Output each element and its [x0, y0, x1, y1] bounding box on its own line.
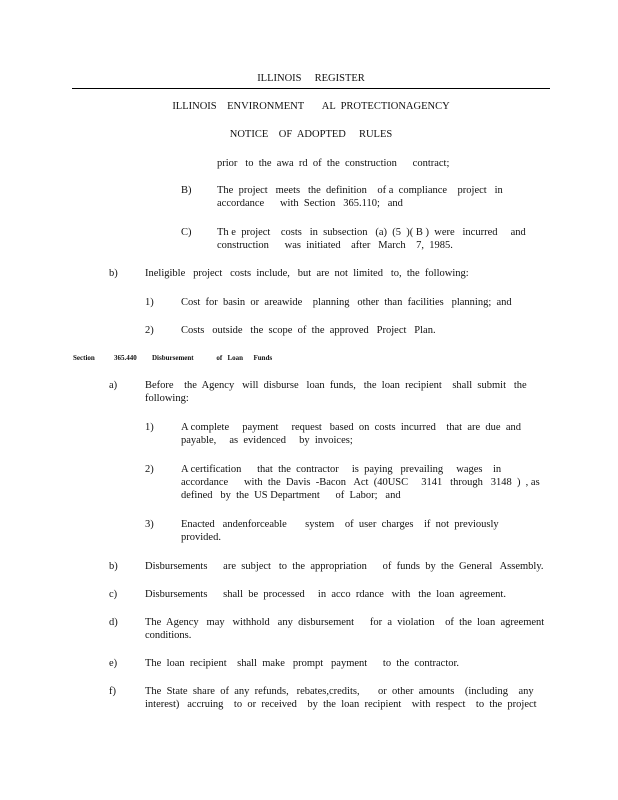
agency-name: ILLINOIS ENVIRONMENT AL PROTECTIONAGENCY	[172, 101, 450, 112]
subsection-d-marker: d)	[109, 617, 118, 628]
item-b1-text: Cost for basin or areawide planning other than facilities planning; and	[181, 297, 512, 308]
section-label: Section	[73, 354, 95, 362]
subsection-d-text: The Agency may withhold any disbursement for a violation of the loan agreement conditions.	[145, 617, 545, 641]
item-a3-marker: 3)	[145, 519, 154, 530]
subsection-f-marker: f)	[109, 686, 116, 697]
continuation-line: prior to the awa rd of the construction contract;	[217, 158, 450, 169]
section-number: 365.440	[114, 354, 137, 362]
item-c-upper-marker: C)	[181, 227, 192, 238]
subsection-a-marker: a)	[109, 380, 118, 391]
section-title: Disbursement of Loan Funds	[152, 354, 273, 362]
subsection-b-marker: b)	[109, 268, 118, 279]
header-rule	[72, 88, 550, 89]
subsection-c-marker: c)	[109, 589, 118, 600]
subsection-e-marker: e)	[109, 658, 118, 669]
item-a3-text: Enacted andenforceable system of user charges if not previously provided.	[181, 519, 499, 543]
item-b1-marker: 1)	[145, 297, 154, 308]
subsection-c-text: Disbursements shall be processed in acco rdance with the loan agreement.	[145, 589, 506, 600]
item-b2-text: Costs outside the scope of the approved Project Plan.	[181, 325, 436, 336]
subsection-b-lower-text: Disbursements are subject to the appropriation of funds by the General Assembly.	[145, 561, 544, 572]
subsection-e-text: The loan recipient shall make prompt payment to the contractor.	[145, 658, 460, 669]
notice-title: NOTICE OF ADOPTED RULES	[229, 129, 393, 140]
item-c-upper-text: Th e project costs in subsection (a) (5 )( B ) were incurred and construction was initiated after March 7, 1985.	[217, 227, 526, 251]
subsection-a-text: Before the Agency will disburse loan funds, the loan recipient shall submit the following:	[145, 380, 527, 404]
subsection-f-text: The State share of any refunds, rebates,credits, or other amounts (including any interest) accruing to or received by the loan recipient with respect to the project	[145, 686, 537, 710]
item-a2-marker: 2)	[145, 464, 154, 475]
item-a1-text: A complete payment request based on costs incurred that are due and payable, as evidenced by invoices;	[181, 422, 521, 446]
subsection-b-lower-marker: b)	[109, 561, 118, 572]
item-a1-marker: 1)	[145, 422, 154, 433]
item-b-upper-text: The project meets the definition of a compliance project in accordance with Section 365.110; and	[217, 185, 503, 209]
item-a2-text: A certification that the contractor is paying prevailing wages in accordance with the Davis -Bacon Act (40USC 3141 through 3148 ) , as defined by the US Department of Labor; and	[181, 464, 540, 501]
subsection-b-text: Ineligible project costs include, but are not limited to, the following:	[145, 268, 469, 279]
item-b2-marker: 2)	[145, 325, 154, 336]
item-b-upper-marker: B)	[181, 185, 192, 196]
register-title: ILLINOIS REGISTER	[257, 73, 365, 84]
